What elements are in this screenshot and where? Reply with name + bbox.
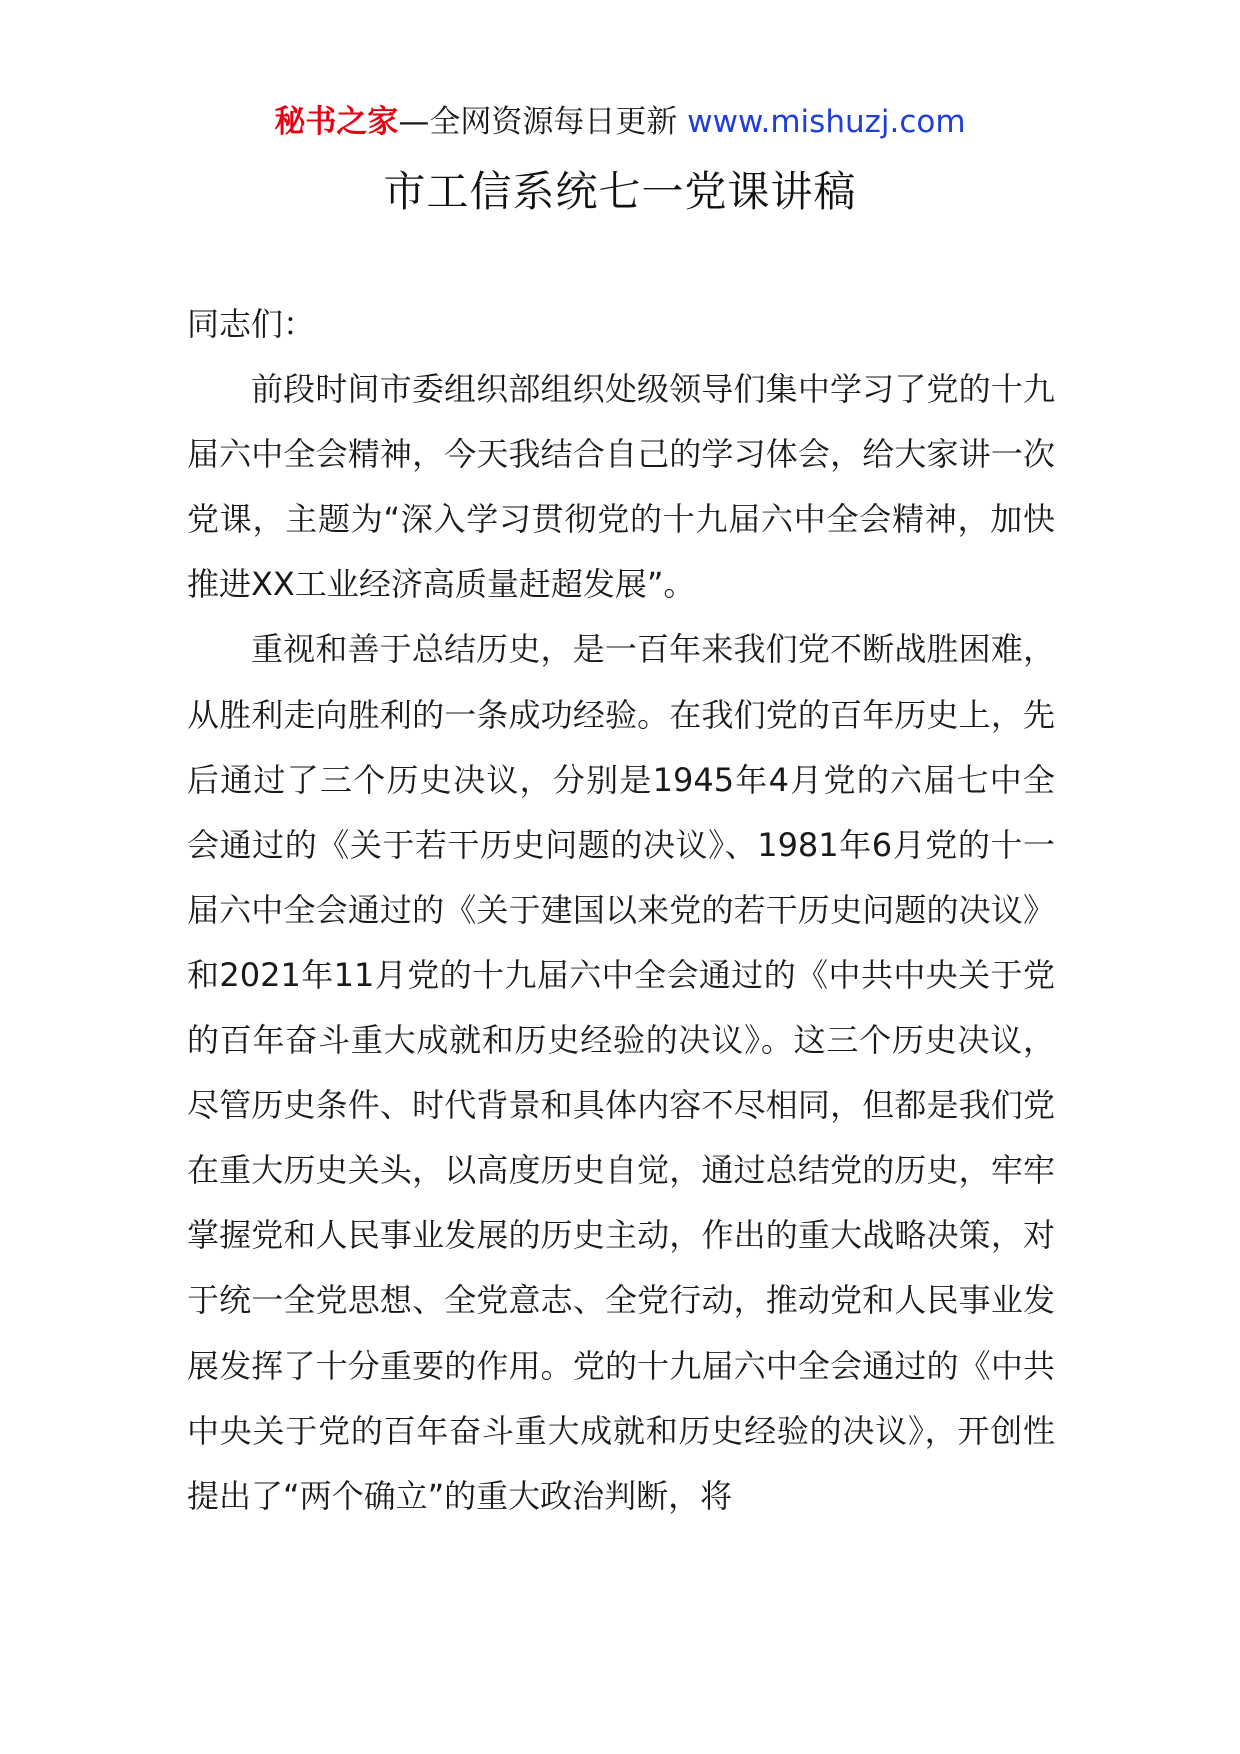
paragraph-1: 前段时间市委组织部组织处级领导们集中学习了党的十九届六中全会精神，今天我结合自己的学习体会，给大家讲一次党课，主题为“深入学习贯彻党的十九届六中全会精神，加快推进XX工业经济高质量赶超发展”。 bbox=[187, 370, 1055, 604]
header-tagline: —全网资源每日更新 bbox=[398, 104, 678, 140]
site-header bbox=[0, 100, 1240, 144]
site-url-link[interactable]: www.mishuzj.com bbox=[687, 104, 966, 140]
brand-name: 秘书之家 bbox=[274, 104, 399, 140]
document-body bbox=[187, 292, 1055, 1529]
salutation: 同志们： bbox=[187, 305, 316, 343]
document-title: 市工信系统七一党课讲稿 bbox=[383, 167, 857, 216]
paragraph-2: 重视和善于总结历史，是一百年来我们党不断战胜困难，从胜利走向胜利的一条成功经验。在我们党的百年历史上，先后通过了三个历史决议，分别是1945年4月党的六届七中全会通过的《关于若干历史问题的决议》、1981年6月党的十一届六中全会通过的《关于建国以来党的若干历史问题的决议》和2021年11月党的十九届六中全会通过的《中共中央关于党的百年奋斗重大成就和历史经验的决议》。这三个历史决议，尽管历史条件、时代背景和具体内容不尽相同，但都是我们党在重大历史关头，以高度历史自觉，通过总结党的历史，牢牢掌握党和人民事业发展的历史主动，作出的重大战略决策，对于统一全党思想、全党意志、全党行动，推动党和人民事业发展发挥了十分重要的作用。党的十九届六中全会通过的《中共中央关于党的百年奋斗重大成就和历史经验的决议》，开创性提出了“两个确立”的重大政治判断，将 bbox=[187, 630, 1055, 1515]
